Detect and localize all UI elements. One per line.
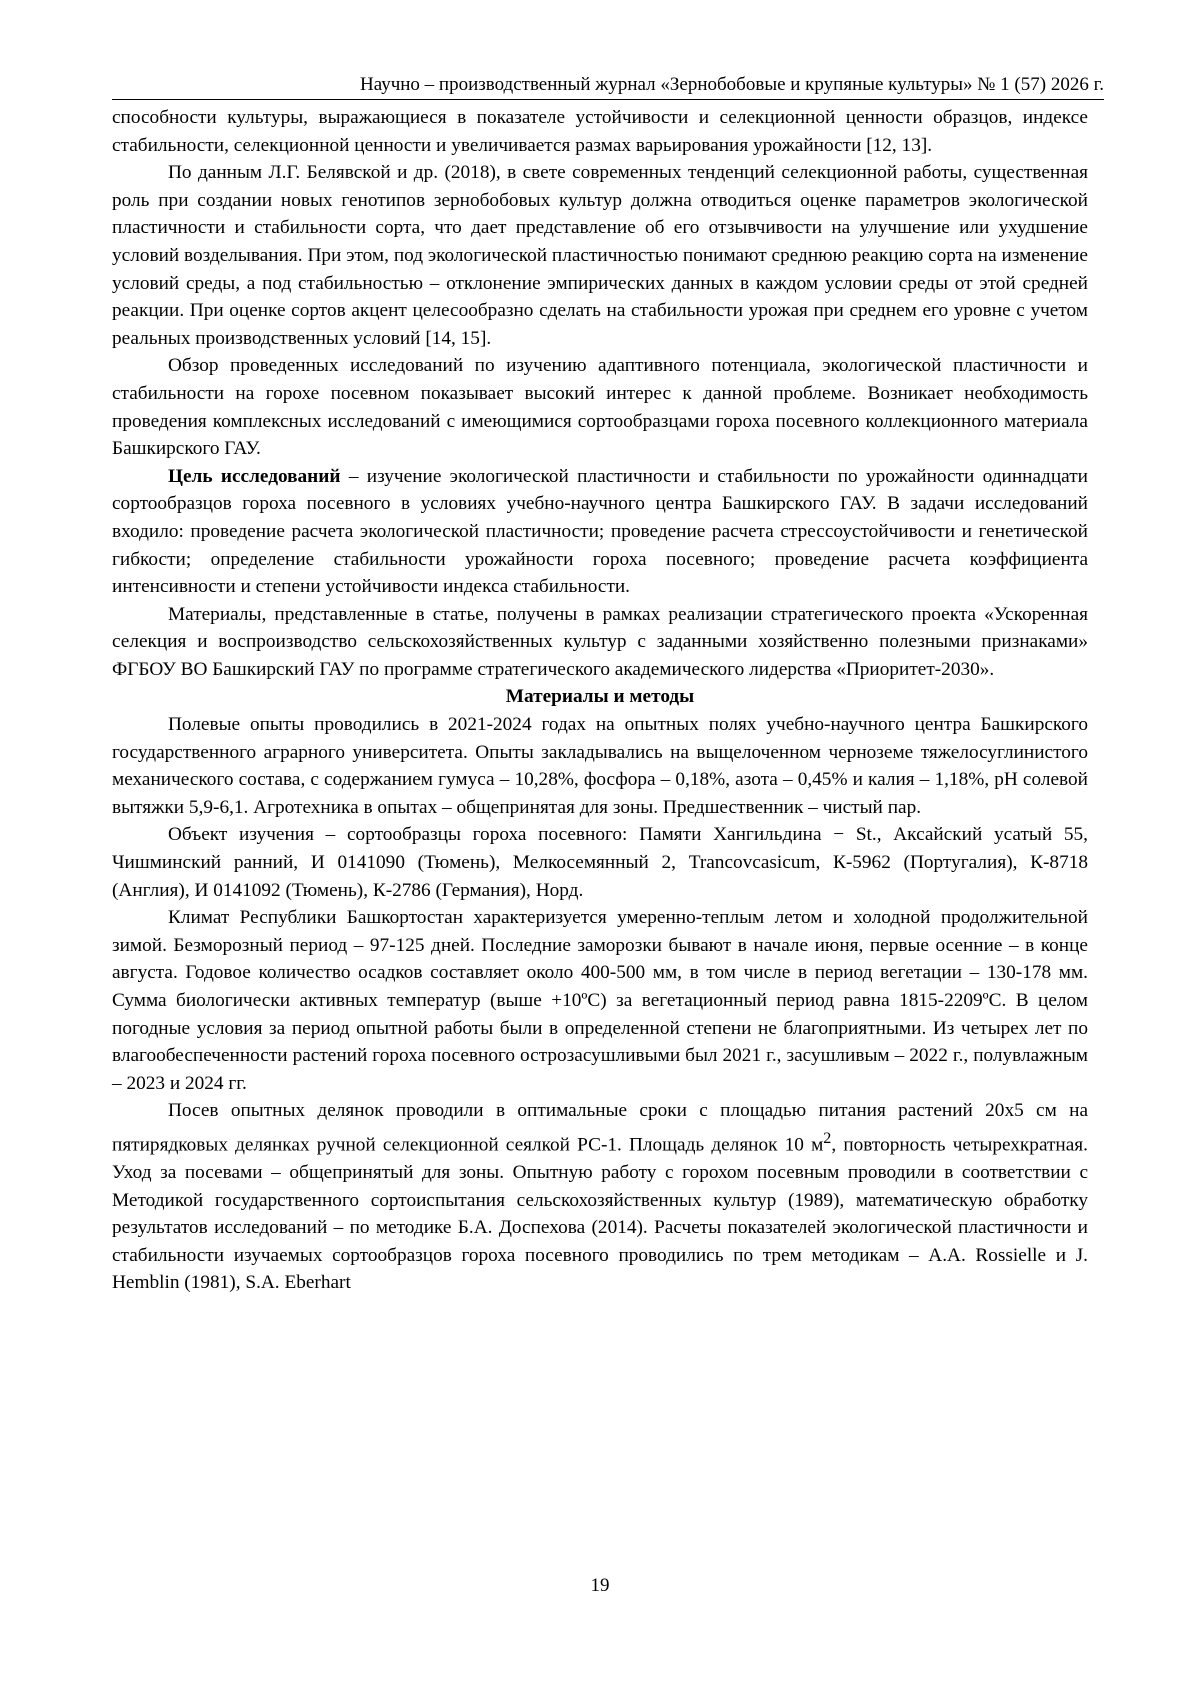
paragraph-funding: Материалы, представленные в статье, получены в рамках реализации стратегического проекта «Ускоренная селекция и воспроизводство сельскохозяйственных культур с заданными хозяйственно полезными признаками» ФГБОУ ВО Башкирский ГАУ по программе стратегического академического лидерства «Приоритет-2030». [112, 603, 1088, 680]
article-body [112, 104, 1088, 1297]
paragraph-research-goal [112, 463, 1088, 601]
paragraph-field-trials: Полевые опыты проводились в 2021-2024 годах на опытных полях учебно-научного центра Башкирского государственного аграрного университета. Опыты закладывались на выщелоченном черноземе тяжелосуглинистого механического состава, с содержанием гумуса – 10,28%, фосфора – 0,18%, азота – 0,45% и калия – 1,18%, pH солевой вытяжки 5,9-6,1. Агротехника в опытах – общепринятая для зоны. Предшественник – чистый пар. [112, 714, 1088, 818]
paragraph-study-object: Объект изучения – сортообразцы гороха посевного: Памяти Хангильдина − St., Аксайский усатый 55, Чишминский ранний, И 0141090 (Тюмень), Мелкосемянный 2, Trancovcasicum, К-5962 (Португалия), К-8718 (Англия), И 0141092 (Тюмень), К-2786 (Германия), Норд. [112, 824, 1088, 901]
paragraph-continuation: способности культуры, выражающиеся в показателе устойчивости и селекционной ценности образцов, индексе стабильности, селекционной ценности и увеличивается размах варьирования урожайности [12, 13]. [112, 107, 1088, 156]
paragraph-belyavskaya: По данным Л.Г. Белявской и др. (2018), в свете современных тенденций селекционной работы, существенная роль при создании новых генотипов зернобобовых культур должна отводиться оценке параметров экологической пластичности и стабильности сорта, что дает представление об его отзывчивости на улучшение или ухудшение условий возделывания. При этом, под экологической пластичностью понимают среднюю реакцию сорта на изменение условий среды, а под стабильностью – отклонение эмпирических данных в каждом условии среды от этой средней реакции. При оценке сортов акцент целесообразно сделать на стабильности урожая при среднем его уровне с учетом реальных производственных условий [14, 15]. [112, 162, 1088, 349]
research-goal-text: – изучение экологической пластичности и стабильности по урожайности одиннадцати сортообразцов гороха посевного в условиях учебно-научного центра Башкирского ГАУ. В задачи исследований входило: проведение расчета экологической пластичности; проведение расчета стрессоустойчивости и генетической гибкости; определение стабильности урожайности гороха посевного; проведение расчета коэффициента интенсивности и степени устойчивости индекса стабильности. [112, 465, 1088, 598]
page-number: 19 [590, 1575, 610, 1596]
superscript-2: 2 [823, 1129, 832, 1147]
sowing-text-a: Посев опытных делянок проводили в оптимальные сроки с площадью питания растений 20х5 см на пятирядковых делянках ручной селекционной сеялкой РС-1. Площадь делянок 10 м [112, 1100, 1088, 1156]
paragraph-sowing [112, 1097, 1088, 1297]
research-goal-lead: Цель исследований [168, 465, 341, 487]
paragraph-review: Обзор проведенных исследований по изучению адаптивного потенциала, экологической пластичности и стабильности на горохе посевном показывает высокий интерес к данной проблеме. Возникает необходимость проведения комплексных исследований с имеющимися сортообразцами гороха посевного коллекционного материала Башкирского ГАУ. [112, 355, 1088, 460]
section-title-materials-methods: Материалы и методы [505, 686, 695, 708]
paragraph-climate: Климат Республики Башкортостан характеризуется умеренно-теплым летом и холодной продолжительной зимой. Безморозный период – 97-125 дней. Последние заморозки бывают в начале июня, первые осенние – в конце августа. Годовое количество осадков составляет около 400-500 мм, в том числе в период вегетации – 130-178 мм. Сумма биологически активных температур (выше +10ºС) за вегетационный период равна 1815-2209ºС. В целом погодные условия за период опытной работы были в определенной степени не благоприятными. Из четырех лет по влагообеспеченности растений гороха посевного острозасушливыми был 2021 г., засушливым – 2022 г., полувлажным – 2023 и 2024 гг. [112, 907, 1088, 1094]
sowing-text-b: , повторность четырехкратная. Уход за посевами – общепринятый для зоны. Опытную работу с горохом посевным проводили в соответствии с Методикой государственного сортоиспытания сельскохозяйственных культур (1989), математическую обработку результатов исследований – по методике Б.А. Доспехова (2014). Расчеты показателей экологической пластичности и стабильности изучаемых сортообразцов гороха посевного проводились по трем методикам – A.A. Rossielle и J. Hemblin (1981), S.A. Eberhart [112, 1134, 1088, 1294]
running-header: Научно – производственный журнал «Зернобобовые и крупяные культуры» № 1 (57) 2026 г. [112, 73, 1104, 100]
